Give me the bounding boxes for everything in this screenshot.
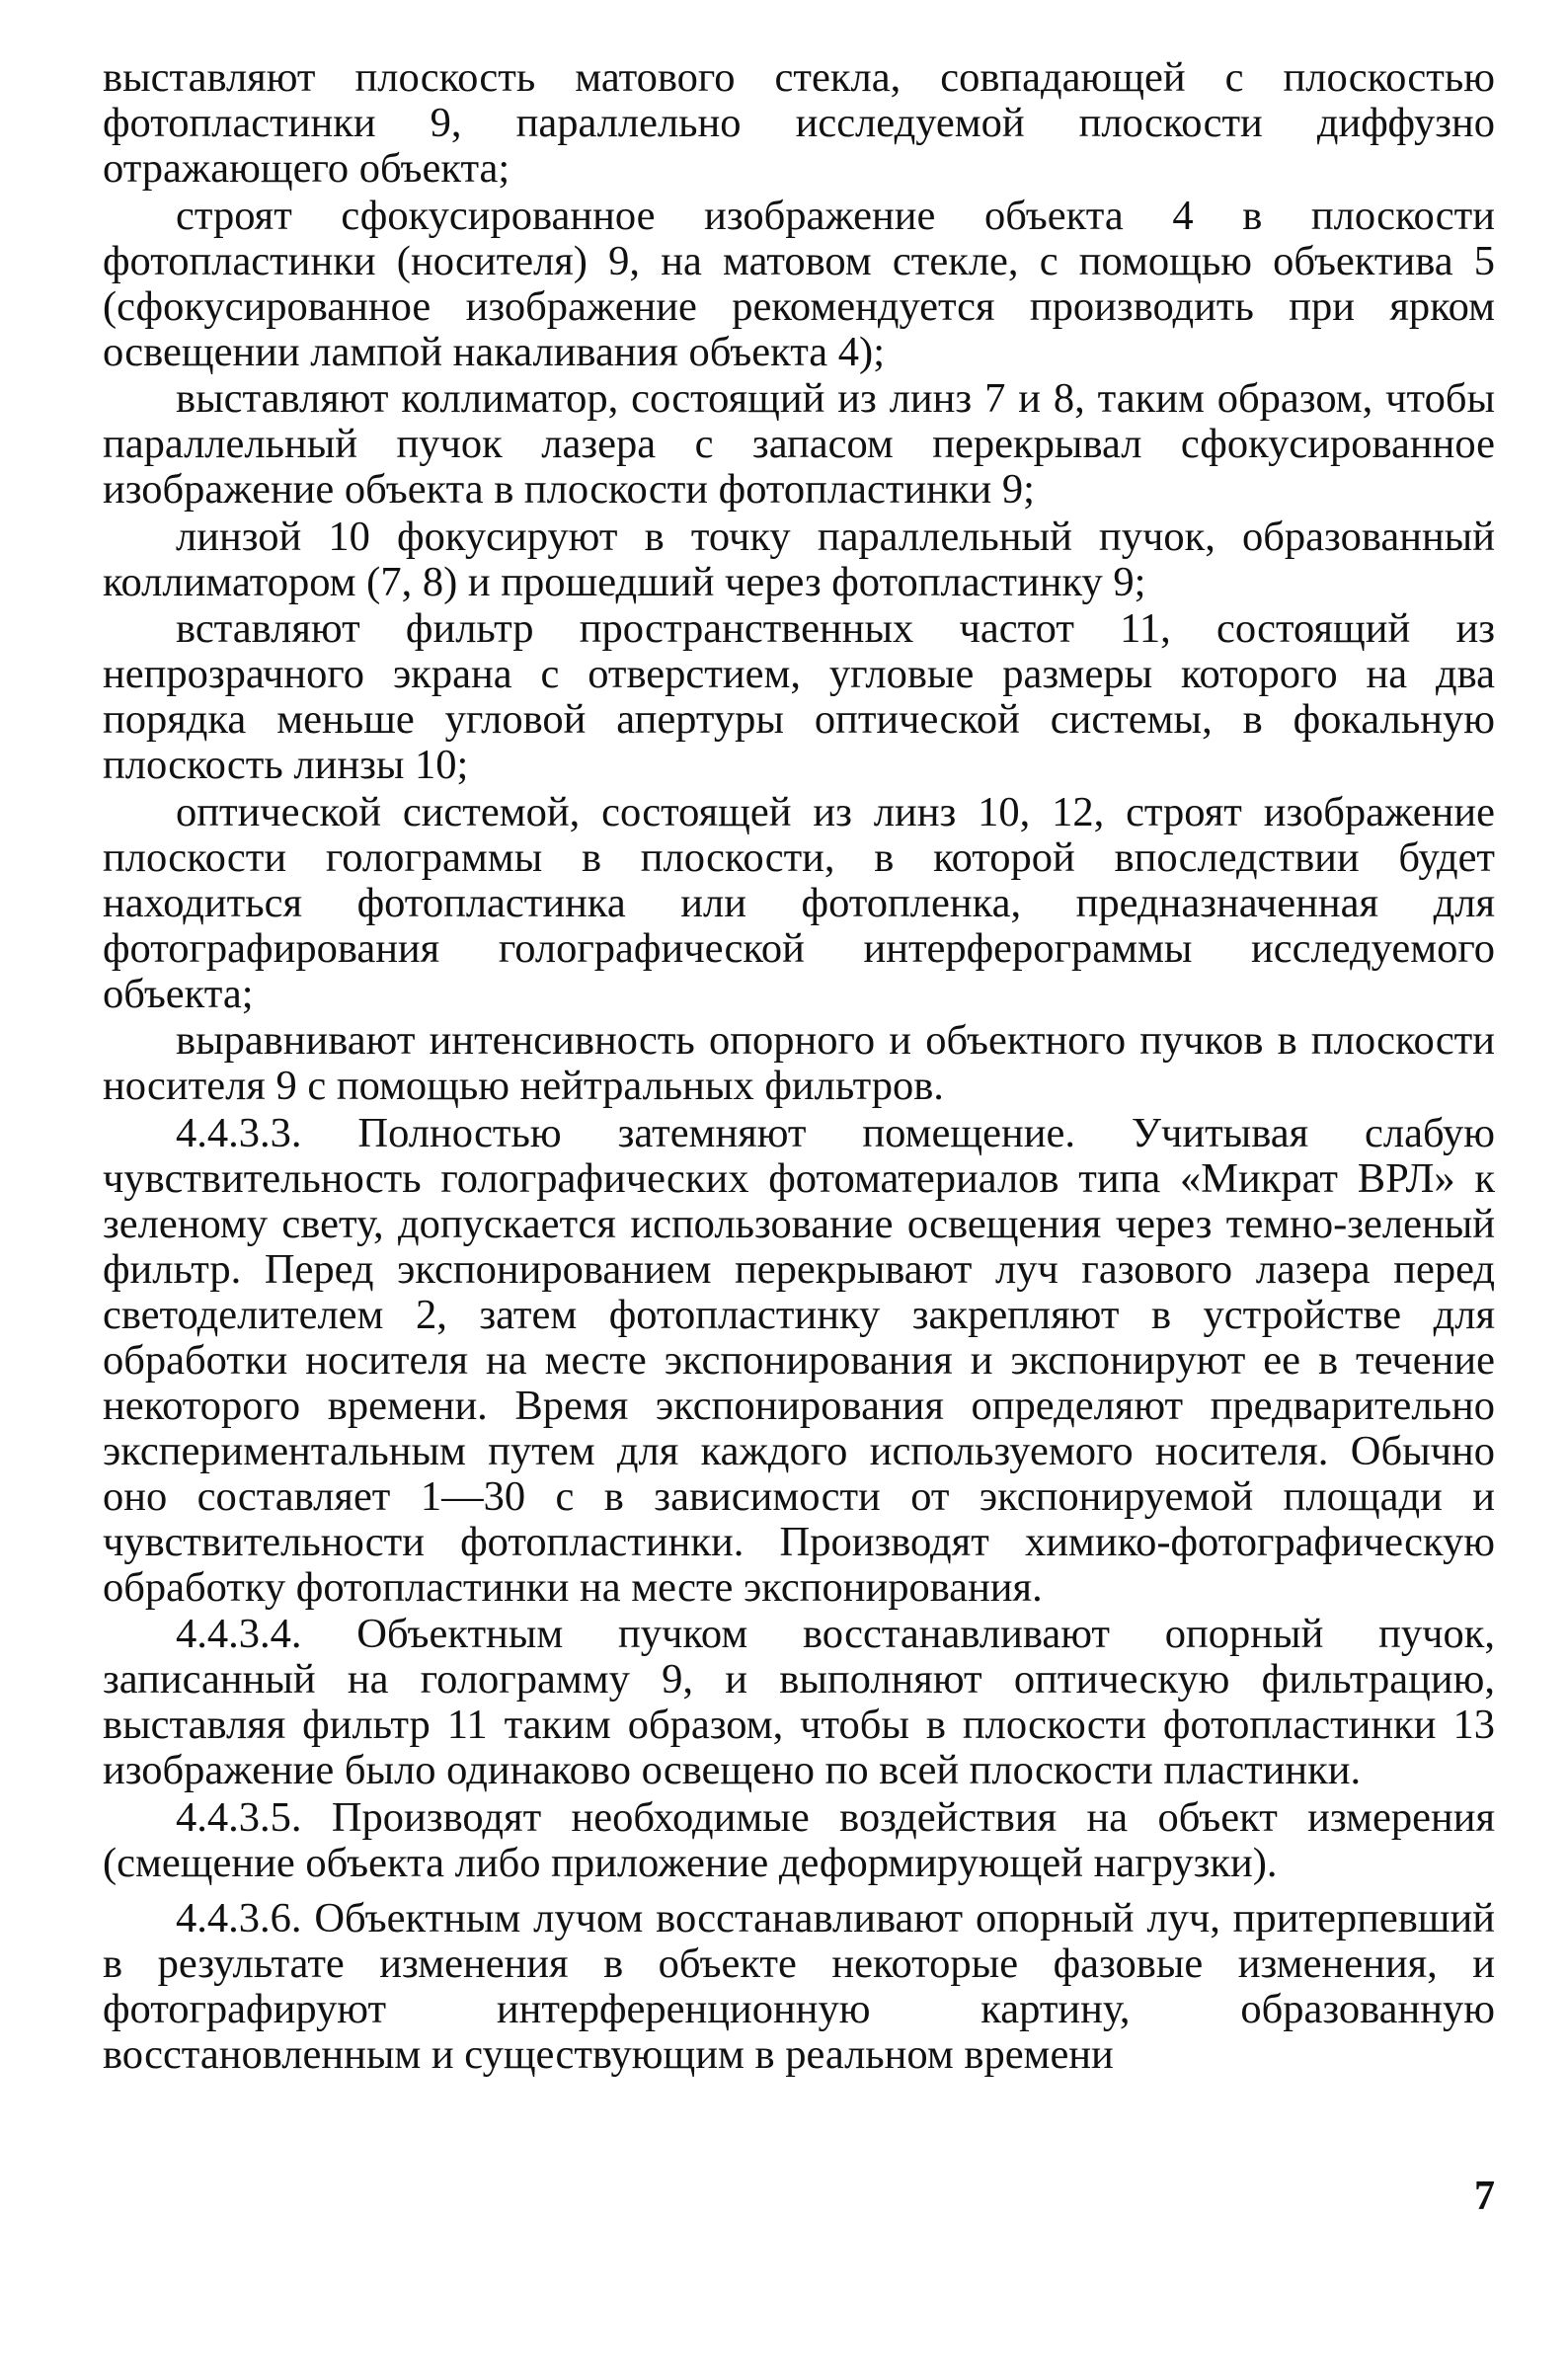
paragraph-2: строят сфокусированное изображение объекта 4 в плоскости фотопластинки (носителя) 9, на матовом стекле, с помощью объектива 5 (сфокусированное изображение рекомендуется производить при ярком освещении лампой накаливания объекта 4); (103, 192, 1495, 375)
paragraph-7: выравнивают интенсивность опорного и объектного пучков в плоскости носителя 9 с помощью нейтральных фильтров. (103, 1017, 1495, 1109)
paragraph-3: выставляют коллиматор, состоящий из линз 7 и 8, таким образом, чтобы параллельный пучок лазера с запасом перекрывал сфокусированное изображение объекта в плоскости фотопластинки 9; (103, 375, 1495, 513)
page-number: 7 (1474, 2174, 1495, 2219)
paragraph-6: оптической системой, состоящей из линз 10, 12, строят изображение плоскости голограммы в плоскости, в которой впоследствии будет находиться фотопластинка или фотопленка, предназначенная для фотографирования голографической интерферограммы исследуемого объекта; (103, 788, 1495, 1017)
section-4-4-3-3: 4.4.3.3. Полностью затемняют помещение. Учитывая слабую чувствительность голографических фотоматериалов типа «Микрат ВРЛ» к зеленому свету, допускается использование освещения через темно-зеленый фильтр. Перед экспонированием перекрывают луч газового лазера перед светоделителем 2, затем фотопластинку закрепляют в устройстве для обработки носителя на месте экспонирования и экспонируют ее в течение некоторого времени. Время экспонирования определяют предварительно экспериментальным путем для каждого используемого носителя. Обычно оно составляет 1—30 с в зависимости от экспонируемой площади и чувствительности фотопластинки. Производят химико-фотографическую обработку фотопластинки на месте экспонирования. (103, 1109, 1495, 1611)
paragraph-4: линзой 10 фокусируют в точку параллельный пучок, образованный коллиматором (7, 8) и прошедший через фотопластинку 9; (103, 513, 1495, 605)
section-4-4-3-6: 4.4.3.6. Объектным лучом восстанавливают опорный луч, притерпевший в результате изменения в объекте некоторые фазовые изменения, и фотографируют интерференционную картину, образованную восстановленным и существующим в реальном времени (103, 1894, 1495, 2078)
paragraph-5: вставляют фильтр пространственных частот 11, состоящий из непрозрачного экрана с отверстием, угловые размеры которого на два порядка меньше угловой апертуры оптической системы, в фокальную плоскость линзы 10; (103, 605, 1495, 788)
section-4-4-3-4: 4.4.3.4. Объектным пучком восстанавливают опорный пучок, записанный на голограмму 9, и выполняют оптическую фильтрацию, выставляя фильтр 11 таким образом, чтобы в плоскости фотопластинки 13 изображение было одинаково освещено по всей плоскости пластинки. (103, 1611, 1495, 1793)
section-4-4-3-5: 4.4.3.5. Производят необходимые воздействия на объект измерения (смещение объекта либо приложение деформирующей нагрузки). (103, 1793, 1495, 1886)
paragraph-1: выставляют плоскость матового стекла, совпадающей с плоскостью фотопластинки 9, параллельно исследуемой плоскости диффузно отражающего объекта; (103, 54, 1495, 192)
document-page (103, 55, 1495, 2079)
